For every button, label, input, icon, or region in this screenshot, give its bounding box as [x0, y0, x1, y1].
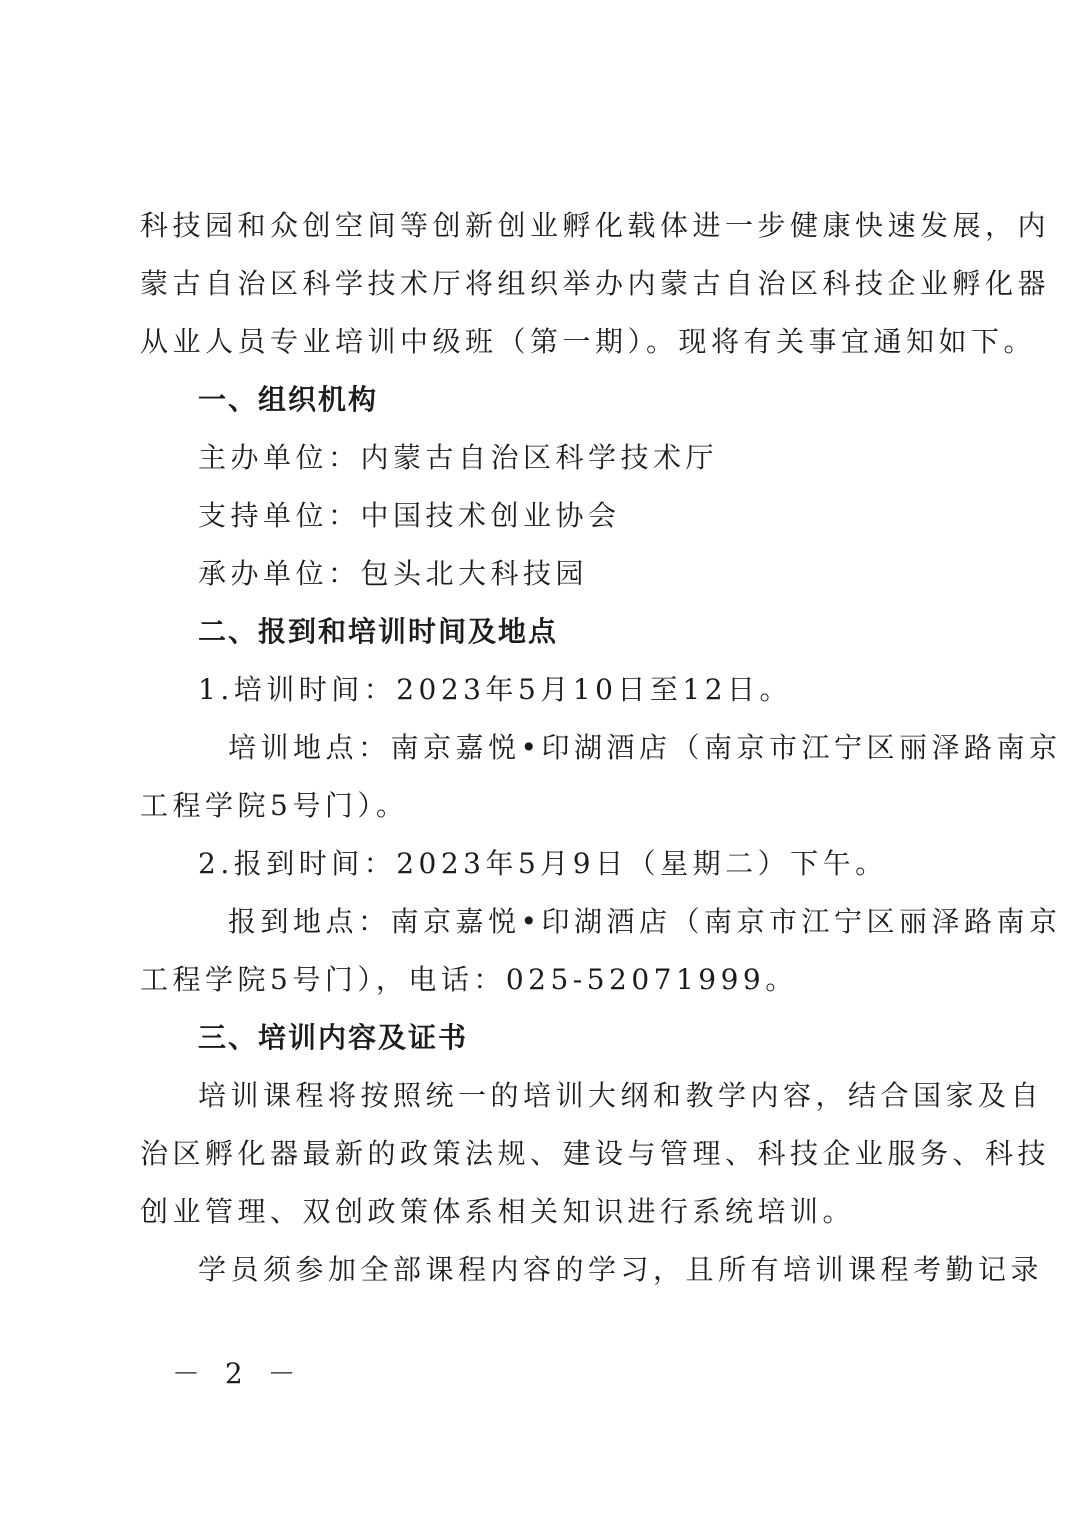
content-para-line-2: 治区孵化器最新的政策法规、建设与管理、科技企业服务、科技: [140, 1137, 1051, 1170]
intro-line-1: 科技园和众创空间等创新创业孵化载体进一步健康快速发展，内: [140, 209, 1051, 242]
support-unit: 支持单位：中国技术创业协会: [198, 499, 621, 532]
checkin-place-line-2: 工程学院5号门），电话：025-52071999。: [140, 963, 798, 996]
organizer-unit: 承办单位：包头北大科技园: [198, 557, 589, 590]
training-place-line-2: 工程学院5号门）。: [140, 789, 409, 822]
section-3-heading: 三、培训内容及证书: [198, 1021, 469, 1054]
section-2-heading: 二、报到和培训时间及地点: [198, 615, 559, 648]
checkin-time: 2.报到时间：2023年5月9日（星期二）下午。: [198, 847, 888, 880]
attendance-para-line-1: 学员须参加全部课程内容的学习，且所有培训课程考勤记录: [198, 1253, 1044, 1286]
intro-line-2: 蒙古自治区科学技术厅将组织举办内蒙古自治区科技企业孵化器: [140, 267, 1051, 300]
checkin-place-line-1: 报到地点：南京嘉悦•印湖酒店（南京市江宁区丽泽路南京: [228, 905, 1062, 938]
content-para-line-1: 培训课程将按照统一的培训大纲和教学内容，结合国家及自: [198, 1079, 1044, 1112]
section-1-heading: 一、组织机构: [198, 383, 379, 416]
training-time: 1.培训时间：2023年5月10日至12日。: [198, 673, 793, 706]
training-place-line-1: 培训地点：南京嘉悦•印湖酒店（南京市江宁区丽泽路南京: [228, 731, 1062, 764]
page-number: － 2 －: [172, 1357, 304, 1390]
content-para-line-3: 创业管理、双创政策体系相关知识进行系统培训。: [140, 1195, 856, 1228]
host-unit: 主办单位：内蒙古自治区科学技术厅: [198, 441, 719, 474]
intro-line-3: 从业人员专业培训中级班（第一期）。现将有关事宜通知如下。: [140, 325, 1037, 358]
